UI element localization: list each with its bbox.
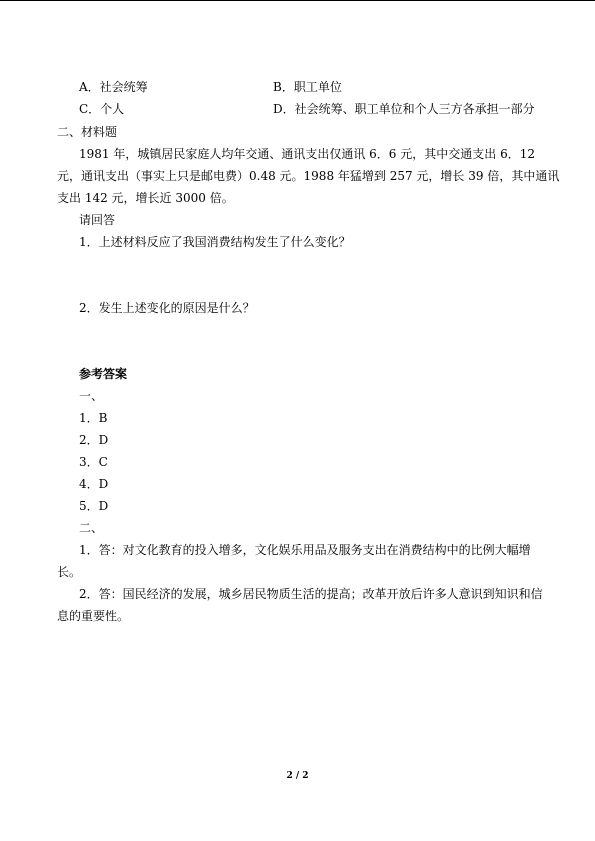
choice-a: A．社会统筹 [79,80,148,94]
answer-prompt: 请回答 [79,213,116,227]
answer-2-line: 息的重要性。 [57,609,130,623]
choice-b: B．职工单位 [273,80,342,94]
answer-2-line: 2．答：国民经济的发展，城乡居民物质生活的提高；改革开放后许多人意识到知识和信 [79,587,543,601]
material-line: 支出 142 元，增长近 3000 倍。 [57,191,234,205]
header-rule [0,0,595,1]
choice-c: C．个人 [79,102,125,116]
answer-item: 4．D [79,477,109,491]
page-number: 2 / 2 [286,771,309,781]
material-line: 1981 年，城镇居民家庭人均年交通、通讯支出仅通讯 6．6 元，其中交通支出 6．12 [79,147,535,161]
material-line: 元，通讯支出（事实上只是邮电费）0.48 元。1988 年猛增到 257 元，增长 39 倍，其中通讯 [57,169,560,183]
answer-1-line: 1．答：对文化教育的投入增多，文化娱乐用品及服务支出在消费结构中的比例大幅增 [79,543,531,557]
answer-item: 5．D [79,499,109,513]
section-2-heading: 二、材料题 [57,125,118,139]
answers-part-1-label: 一、 [79,389,104,403]
answers-title: 参考答案 [79,367,128,381]
choice-d: D．社会统筹、职工单位和个人三方各承担一部分 [273,102,535,116]
answer-item: 1．B [79,411,108,425]
answer-1-line: 长。 [57,565,82,579]
answers-part-2-label: 二、 [79,521,104,535]
question-1: 1．上述材料反应了我国消费结构发生了什么变化？ [79,235,351,249]
answer-item: 3．C [79,455,108,469]
question-2: 2．发生上述变化的原因是什么？ [79,301,255,315]
answer-item: 2．D [79,433,109,447]
